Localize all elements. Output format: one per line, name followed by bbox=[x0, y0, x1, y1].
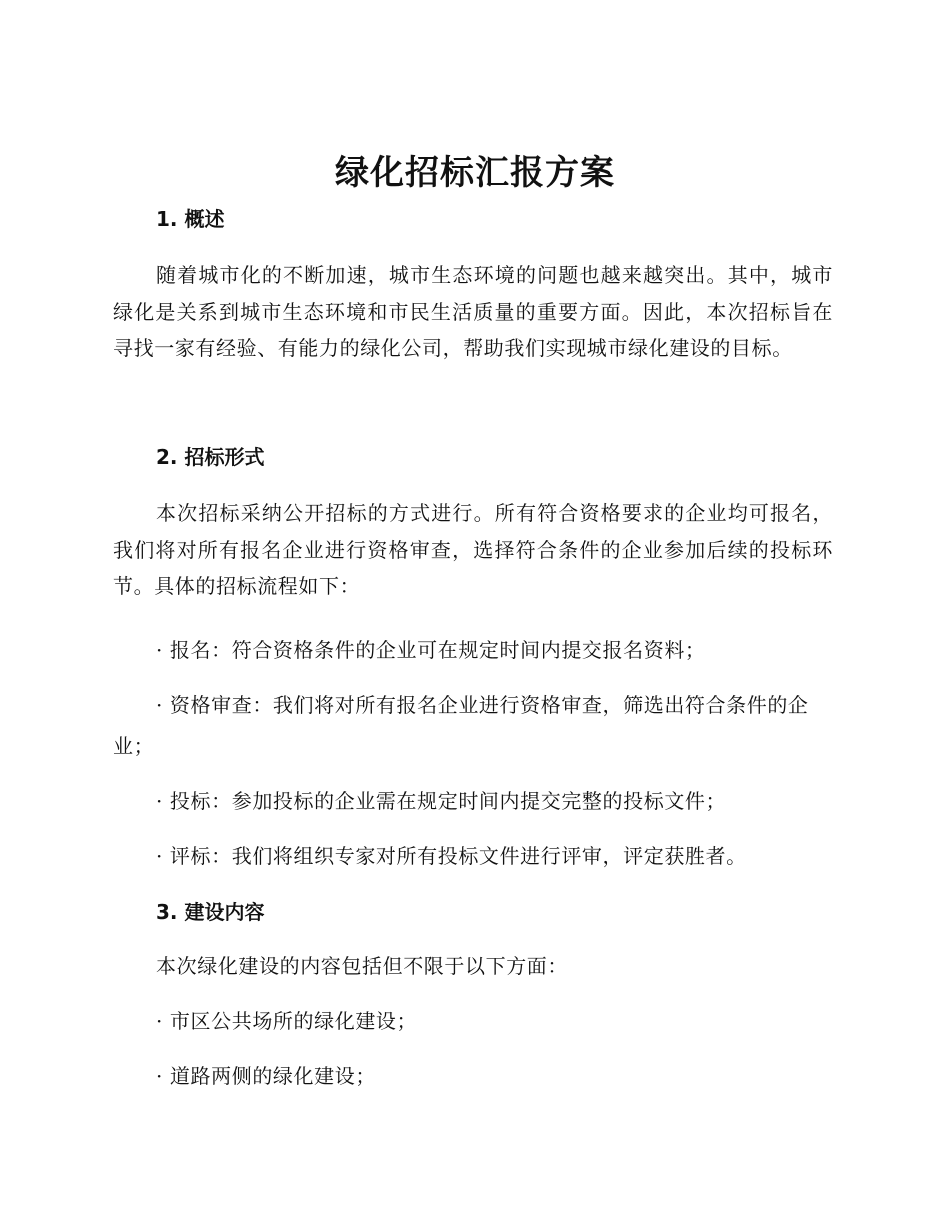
list-item-bid-submission: · 投标：参加投标的企业需在规定时间内提交完整的投标文件； bbox=[156, 789, 727, 813]
section-heading-construction-content: 3. 建设内容 bbox=[156, 900, 265, 924]
section-heading-bidding-form: 2. 招标形式 bbox=[156, 445, 265, 469]
section-paragraph-overview: 随着城市化的不断加速，城市生态环境的问题也越来越突出。其中，城市绿化是关系到城市生态环境和市民生活质量的重要方面。因此，本次招标旨在寻找一家有经验、有能力的绿化公司，帮助我们实现城市绿化建设的目标。 bbox=[113, 263, 833, 360]
document-title: 绿化招标汇报方案 bbox=[335, 153, 615, 193]
section-paragraph-construction-content: 本次绿化建设的内容包括但不限于以下方面： bbox=[156, 954, 568, 978]
list-item-registration: · 报名：符合资格条件的企业可在规定时间内提交报名资料； bbox=[156, 638, 706, 662]
list-item-qualification-review: · 资格审查：我们将对所有报名企业进行资格审查，筛选出符合条件的企业； bbox=[113, 693, 809, 758]
list-item-public-places: · 市区公共场所的绿化建设； bbox=[156, 1009, 418, 1033]
list-item-roadside: · 道路两侧的绿化建设； bbox=[156, 1064, 376, 1088]
section-heading-overview: 1. 概述 bbox=[156, 207, 225, 231]
list-item-bid-evaluation: · 评标：我们将组织专家对所有投标文件进行评审，评定获胜者。 bbox=[156, 844, 747, 868]
section-paragraph-bidding-form: 本次招标采纳公开招标的方式进行。所有符合资格要求的企业均可报名，我们将对所有报名企业进行资格审查，选择符合条件的企业参加后续的投标环节。具体的招标流程如下： bbox=[113, 501, 833, 598]
